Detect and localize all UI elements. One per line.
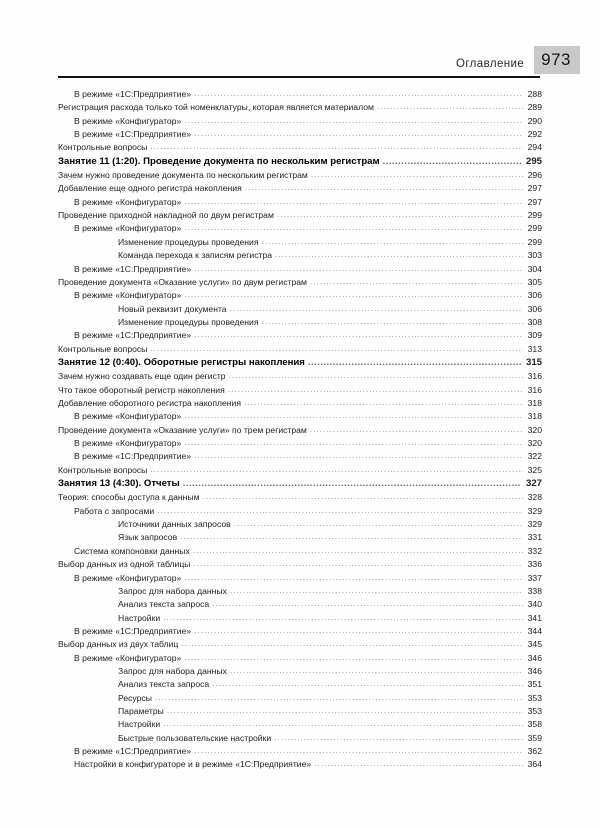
- toc-entry-title: Зачем нужно создавать еще один регистр: [58, 371, 226, 382]
- toc-dot-leader: [184, 574, 523, 585]
- toc-entry-title: Команда перехода к записям регистра: [118, 250, 273, 261]
- toc-entry[interactable]: [58, 209, 542, 222]
- toc-entry[interactable]: [58, 718, 542, 731]
- toc-entry-page-number: 353: [527, 705, 542, 716]
- toc-dot-leader: [193, 547, 523, 558]
- toc-entry-page-number: 299: [527, 236, 542, 247]
- toc-entry[interactable]: [58, 289, 542, 302]
- toc-entry-title: Новый реквизит документа: [118, 303, 227, 314]
- toc-entry-page-number: 315: [525, 356, 542, 368]
- toc-dot-leader: [194, 627, 523, 638]
- toc-entry-page-number: 318: [527, 398, 542, 408]
- toc-entry[interactable]: [58, 612, 542, 625]
- toc-dot-leader: [377, 104, 523, 115]
- toc-entry-page-number: 309: [527, 330, 542, 341]
- toc-chapter-entry[interactable]: [58, 155, 542, 169]
- toc-dot-leader: [184, 117, 523, 128]
- toc-entry-title: Выбор данных из двух таблиц: [58, 639, 179, 650]
- toc-dot-leader: [230, 667, 523, 678]
- toc-entry-page-number: 305: [527, 276, 542, 287]
- toc-dot-leader: [193, 561, 523, 572]
- toc-entry-page-number: 322: [527, 451, 542, 462]
- toc-entry[interactable]: [58, 169, 542, 182]
- toc-entry[interactable]: [58, 437, 542, 450]
- toc-dot-leader: [230, 587, 523, 598]
- toc-entry-title: В режиме «1С:Предприятие»: [74, 625, 192, 636]
- toc-entry-page-number: 353: [527, 692, 542, 703]
- toc-entry-page-number: 297: [527, 196, 542, 207]
- toc-entry-page-number: 306: [527, 303, 542, 314]
- toc-entry[interactable]: [58, 491, 542, 504]
- toc-entry[interactable]: [58, 196, 542, 209]
- toc-entry-title: Система компоновки данных: [74, 545, 190, 556]
- toc-dot-leader: [314, 761, 523, 772]
- toc-dot-leader: [184, 292, 523, 303]
- toc-entry-page-number: 288: [527, 89, 542, 99]
- toc-dot-leader: [262, 318, 524, 329]
- toc-dot-leader: [181, 641, 523, 652]
- toc-entry[interactable]: [58, 370, 542, 383]
- toc-entry-title: Настройки: [118, 612, 161, 623]
- toc-entry[interactable]: [58, 182, 542, 195]
- toc-entry[interactable]: [58, 732, 542, 745]
- toc-entry-page-number: 308: [527, 316, 542, 327]
- toc-entry-title: Проведение документа «Оказание услуги» по трем регистрам: [58, 424, 307, 435]
- toc-dot-leader: [274, 734, 523, 745]
- toc-dot-leader: [383, 158, 521, 169]
- toc-entry-page-number: 318: [527, 411, 542, 422]
- toc-dot-leader: [167, 707, 523, 718]
- toc-dot-leader: [194, 747, 523, 758]
- toc-entry-page-number: 359: [527, 732, 542, 743]
- toc-entry-page-number: 331: [527, 532, 542, 543]
- toc-entry[interactable]: [58, 236, 542, 249]
- toc-entry-title: Регистрация расхода только той номенклатуры, которая является материалом: [58, 102, 374, 113]
- toc-entry[interactable]: [58, 316, 542, 329]
- running-header: [58, 48, 571, 76]
- toc-entry[interactable]: [58, 518, 542, 531]
- toc-entry-page-number: 294: [527, 142, 542, 153]
- toc-dot-leader: [229, 373, 523, 384]
- toc-entry-title: Занятие 11 (1:20). Проведение документа по нескольким регистрам: [58, 155, 380, 167]
- toc-entry-title: В режиме «Конфигуратор»: [74, 411, 182, 422]
- toc-entry-page-number: 346: [527, 665, 542, 676]
- toc-entry-page-number: 313: [527, 343, 542, 354]
- toc-entry-page-number: 344: [527, 625, 542, 636]
- toc-entry[interactable]: [58, 464, 542, 477]
- toc-entry-page-number: 358: [527, 719, 542, 730]
- toc-entry[interactable]: [58, 384, 542, 397]
- toc-entry[interactable]: [58, 410, 542, 423]
- toc-entry-page-number: 329: [527, 505, 542, 516]
- toc-dot-leader: [262, 238, 524, 249]
- toc-dot-leader: [157, 507, 523, 518]
- toc-entry-title: В режиме «1С:Предприятие»: [74, 330, 192, 341]
- toc-dot-leader: [194, 130, 523, 141]
- toc-entry-title: В режиме «Конфигуратор»: [74, 115, 182, 126]
- toc-entry-title: Контрольные вопросы: [58, 142, 148, 153]
- toc-entry[interactable]: [58, 585, 542, 598]
- toc-entry-title: Добавление оборотного регистра накопления: [58, 398, 241, 408]
- header-row: [58, 48, 571, 74]
- toc-dot-leader: [275, 252, 523, 263]
- toc-entry-title: В режиме «Конфигуратор»: [74, 652, 182, 663]
- toc-entry-title: В режиме «1С:Предприятие»: [74, 263, 192, 274]
- toc-dot-leader: [310, 426, 523, 437]
- toc-entry[interactable]: [58, 115, 542, 128]
- toc-entry-title: Анализ текста запроса: [118, 599, 210, 610]
- toc-entry-title: Запрос для набора данных: [118, 585, 227, 596]
- toc-dot-leader: [310, 278, 523, 289]
- toc-entry-page-number: 336: [527, 559, 542, 570]
- toc-entry[interactable]: [58, 692, 542, 705]
- toc-entry[interactable]: [58, 249, 542, 262]
- toc-entry-title: В режиме «1С:Предприятие»: [74, 89, 192, 99]
- toc-entry-title: Работа с запросами: [74, 505, 155, 516]
- toc-entry[interactable]: [58, 652, 542, 665]
- toc-chapter-entry[interactable]: [58, 356, 542, 370]
- toc-entry[interactable]: [58, 665, 542, 678]
- toc-entry-page-number: 306: [527, 290, 542, 301]
- toc-entry-title: Занятия 13 (4:30). Отчеты: [58, 478, 180, 490]
- toc-dot-leader: [163, 614, 523, 625]
- toc-entry-title: Параметры: [118, 705, 164, 716]
- toc-entry-page-number: 337: [527, 572, 542, 583]
- toc-entry[interactable]: [58, 424, 542, 437]
- toc-entry-page-number: 346: [527, 652, 542, 663]
- toc-entry[interactable]: [58, 625, 542, 638]
- toc-entry[interactable]: [58, 101, 542, 114]
- toc-entry-title: Занятие 12 (0:40). Оборотные регистры накопления: [58, 356, 305, 368]
- toc-dot-leader: [212, 681, 523, 692]
- toc-entry[interactable]: [58, 745, 542, 758]
- toc-entry-title: Теория: способы доступа к данным: [58, 492, 200, 503]
- toc-dot-leader: [163, 721, 523, 732]
- toc-entry[interactable]: [58, 397, 542, 410]
- toc-dot-leader: [184, 654, 523, 665]
- toc-entry-title: Что такое оборотный регистр накопления: [58, 384, 225, 395]
- toc-entry-page-number: 341: [527, 612, 542, 623]
- toc-dot-leader: [180, 534, 523, 545]
- toc-entry[interactable]: [58, 141, 542, 154]
- toc-entry-title: Проведение приходной накладной по двум регистрам: [58, 210, 274, 221]
- toc-dot-leader: [234, 520, 523, 531]
- toc-entry-title: Анализ текста запроса: [118, 679, 210, 690]
- toc-dot-leader: [194, 90, 523, 101]
- toc-entry[interactable]: [58, 222, 542, 235]
- toc-entry-title: В режиме «Конфигуратор»: [74, 223, 182, 234]
- toc-dot-leader: [150, 345, 523, 356]
- toc-entry[interactable]: [58, 263, 542, 276]
- toc-entry-page-number: 328: [527, 492, 542, 503]
- toc-entry[interactable]: [58, 128, 542, 141]
- toc-dot-leader: [202, 494, 523, 505]
- toc-dot-leader: [212, 601, 523, 612]
- toc-dot-leader: [150, 144, 523, 155]
- toc-dot-leader: [228, 386, 523, 397]
- toc-dot-leader: [245, 185, 523, 196]
- toc-entry-page-number: 320: [527, 424, 542, 435]
- toc-dot-leader: [194, 265, 523, 276]
- toc-entry[interactable]: [58, 558, 542, 571]
- toc-entry-page-number: 290: [527, 115, 542, 126]
- table-of-contents: [58, 88, 542, 772]
- toc-entry-page-number: 338: [527, 585, 542, 596]
- toc-entry-title: В режиме «1С:Предприятие»: [74, 745, 192, 756]
- toc-entry-page-number: 304: [527, 263, 542, 274]
- toc-entry-page-number: 332: [527, 545, 542, 556]
- toc-dot-leader: [183, 480, 521, 491]
- toc-entry-title: Настройки: [118, 719, 161, 730]
- toc-entry[interactable]: [58, 531, 542, 544]
- toc-entry-title: Добавление еще одного регистра накопления: [58, 183, 242, 194]
- toc-entry-page-number: 327: [525, 478, 542, 490]
- toc-entry[interactable]: [58, 572, 542, 585]
- toc-dot-leader: [308, 359, 521, 370]
- toc-entry-page-number: 345: [527, 639, 542, 650]
- toc-entry-title: В режиме «Конфигуратор»: [74, 572, 182, 583]
- toc-dot-leader: [230, 305, 523, 316]
- toc-dot-leader: [244, 399, 523, 410]
- toc-entry[interactable]: [58, 276, 542, 289]
- toc-entry-page-number: 325: [527, 464, 542, 475]
- toc-entry-title: Контрольные вопросы: [58, 343, 148, 354]
- toc-entry-title: Источники данных запросов: [118, 519, 231, 530]
- toc-entry-title: Зачем нужно проведение документа по нескольким регистрам: [58, 170, 308, 181]
- toc-dot-leader: [194, 453, 523, 464]
- toc-entry-title: В режиме «1С:Предприятие»: [74, 451, 192, 462]
- toc-entry-page-number: 299: [527, 223, 542, 234]
- toc-entry-page-number: 362: [527, 745, 542, 756]
- toc-entry-page-number: 303: [527, 250, 542, 261]
- toc-entry-page-number: 316: [527, 384, 542, 395]
- toc-entry[interactable]: [58, 638, 542, 651]
- toc-dot-leader: [150, 466, 523, 477]
- toc-dot-leader: [194, 332, 523, 343]
- toc-entry[interactable]: [58, 598, 542, 611]
- header-title: Оглавление: [456, 57, 525, 70]
- toc-entry[interactable]: [58, 545, 542, 558]
- toc-entry-title: Ресурсы: [118, 692, 152, 703]
- toc-entry[interactable]: [58, 705, 542, 718]
- toc-entry-title: Выбор данных из одной таблицы: [58, 559, 191, 570]
- toc-entry[interactable]: [58, 450, 542, 463]
- toc-entry-page-number: 316: [527, 371, 542, 382]
- toc-entry-page-number: 299: [527, 210, 542, 221]
- toc-dot-leader: [184, 225, 523, 236]
- toc-entry-title: Язык запросов: [118, 532, 178, 543]
- toc-entry[interactable]: [58, 758, 542, 771]
- toc-entry-title: В режиме «Конфигуратор»: [74, 438, 182, 449]
- header-rule-divider: [58, 76, 540, 78]
- toc-entry[interactable]: [58, 88, 542, 101]
- toc-dot-leader: [155, 694, 523, 705]
- toc-entry-page-number: 351: [527, 679, 542, 690]
- toc-entry-page-number: 296: [527, 170, 542, 181]
- toc-entry-title: Запрос для набора данных: [118, 665, 227, 676]
- toc-entry-title: В режиме «1С:Предприятие»: [74, 129, 192, 140]
- toc-entry-title: Изменение процедуры проведения: [118, 316, 259, 327]
- toc-entry[interactable]: [58, 303, 542, 316]
- toc-entry-title: В режиме «Конфигуратор»: [74, 196, 182, 207]
- toc-entry-page-number: 320: [527, 438, 542, 449]
- toc-entry-title: Настройки в конфигураторе и в режиме «1С:Предприятие»: [74, 759, 312, 770]
- toc-entry[interactable]: [58, 343, 542, 356]
- toc-dot-leader: [277, 211, 523, 222]
- toc-entry-title: Быстрые пользовательские настройки: [118, 732, 272, 743]
- toc-entry-page-number: 297: [527, 183, 542, 194]
- toc-dot-leader: [184, 198, 523, 209]
- toc-entry-page-number: 329: [527, 519, 542, 530]
- toc-entry[interactable]: [58, 329, 542, 342]
- toc-dot-leader: [311, 171, 523, 182]
- toc-entry-page-number: 289: [527, 102, 542, 113]
- toc-entry-page-number: 364: [527, 759, 542, 770]
- toc-entry-page-number: 340: [527, 599, 542, 610]
- toc-entry-title: В режиме «Конфигуратор»: [74, 290, 182, 301]
- toc-entry-title: Проведение документа «Оказание услуги» по двум регистрам: [58, 276, 307, 287]
- toc-dot-leader: [184, 413, 523, 424]
- toc-entry-title: Изменение процедуры проведения: [118, 236, 259, 247]
- toc-entry-page-number: 292: [527, 129, 542, 140]
- toc-entry-title: Контрольные вопросы: [58, 464, 148, 475]
- toc-chapter-entry[interactable]: [58, 477, 542, 491]
- toc-entry[interactable]: [58, 678, 542, 691]
- toc-entry-page-number: 295: [525, 155, 542, 167]
- toc-entry[interactable]: [58, 505, 542, 518]
- toc-dot-leader: [184, 439, 523, 450]
- page-folio-number: 973: [534, 46, 580, 74]
